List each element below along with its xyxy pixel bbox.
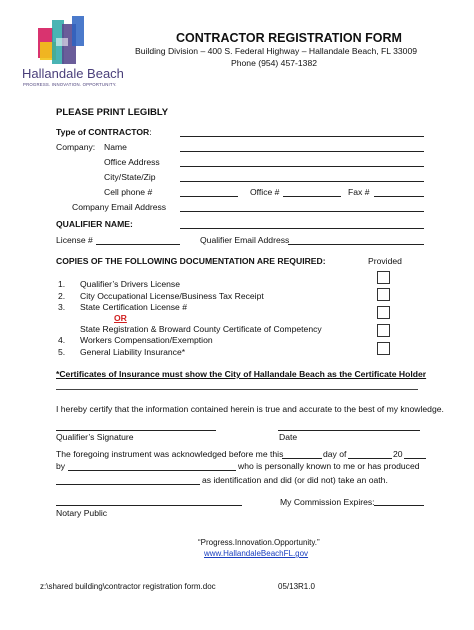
qualifier-signature-label: Qualifier’s Signature [56, 432, 134, 442]
doc-item-4-num: 4. [58, 335, 66, 345]
footer-slogan: “Progress.Innovation.Opportunity.” [198, 538, 320, 547]
qualifier-name-field[interactable] [180, 228, 424, 229]
doc-item-1-text: Qualifier’s Drivers License [80, 279, 180, 289]
company-email-label: Company Email Address [72, 202, 167, 212]
ack-by-field[interactable] [68, 470, 236, 471]
ack-day-of-label: day of [323, 449, 347, 459]
logo-name: Hallandale Beach [22, 66, 124, 81]
doc-item-5-text: General Liability Insurance* [80, 347, 186, 357]
ack-identification-text: as identification and did (or did not) take an oath. [202, 475, 388, 485]
city-state-zip-field[interactable] [180, 181, 424, 182]
notary-public-label: Notary Public [56, 508, 108, 518]
ack-year-field[interactable] [404, 458, 426, 459]
office-phone-label: Office # [250, 187, 280, 197]
license-field[interactable] [96, 244, 180, 245]
fax-field[interactable] [374, 196, 424, 197]
header-address: Building Division – 400 S. Federal Highway – Hallandale Beach, FL 33009 [135, 46, 418, 56]
doc-item-3b-text: State Registration & Broward County Certificate of Competency [80, 324, 322, 334]
ack-day-field[interactable] [282, 458, 322, 459]
form-title: CONTRACTOR REGISTRATION FORM [176, 31, 402, 45]
doc-or-label: OR [114, 313, 127, 323]
provided-checkbox-3[interactable] [377, 306, 390, 319]
date-label: Date [279, 432, 298, 442]
ack-text-1: The foregoing instrument was acknowledged before me this [56, 449, 284, 459]
doc-item-1-num: 1. [58, 279, 66, 289]
company-email-field[interactable] [180, 211, 424, 212]
license-label: License # [56, 235, 93, 245]
commission-expires-field[interactable] [374, 505, 424, 506]
provided-checkbox-2[interactable] [377, 288, 390, 301]
doc-item-5-num: 5. [58, 347, 66, 357]
provided-checkbox-4[interactable] [377, 342, 390, 355]
qualifier-email-field[interactable] [288, 244, 424, 245]
logo-h-mark [22, 16, 102, 68]
contractor-type-label-text: Type of CONTRACTOR [56, 127, 150, 137]
logo-tagline: PROGRESS. INNOVATION. OPPORTUNITY. [23, 82, 117, 87]
ack-known-text: who is personally known to me or has produced [238, 461, 420, 471]
hallandale-logo [22, 16, 124, 92]
identification-field[interactable] [56, 484, 200, 485]
office-address-label: Office Address [104, 157, 160, 167]
footer-revision: 05/13R1.0 [278, 582, 315, 591]
footer-website-link[interactable]: www.HallandaleBeachFL.gov [204, 549, 309, 558]
print-legibly-notice: PLEASE PRINT LEGIBLY [56, 107, 169, 118]
company-name-field[interactable] [180, 151, 424, 152]
fax-label: Fax # [348, 187, 370, 197]
doc-item-4-text: Workers Compensation/Exemption [80, 335, 213, 345]
commission-expires-label: My Commission Expires: [280, 497, 375, 507]
city-state-zip-label: City/State/Zip [104, 172, 156, 182]
insurance-note: *Certificates of Insurance must show the City of Hallandale Beach as the Certificate Holder [56, 369, 427, 379]
documentation-heading: COPIES OF THE FOLLOWING DOCUMENTATION ARE REQUIRED: [56, 256, 326, 266]
ack-year-prefix: 20 [393, 449, 403, 459]
provided-checkbox-1[interactable] [377, 271, 390, 284]
footer-file-path: z:\shared building\contractor registration form.doc [40, 582, 216, 591]
provided-label: Provided [368, 256, 402, 266]
doc-item-3-text: State Certification License # [80, 302, 188, 312]
notary-signature-field[interactable] [56, 505, 242, 506]
header-phone: Phone (954) 457-1382 [231, 58, 318, 68]
certification-statement: I hereby certify that the information contained herein is true and accurate to the best of my knowledge. [56, 404, 444, 414]
contractor-type-label [56, 127, 152, 137]
doc-item-3-num: 3. [58, 302, 66, 312]
date-field[interactable] [278, 430, 420, 431]
doc-item-2-num: 2. [58, 291, 66, 301]
qualifier-email-label: Qualifier Email Address [200, 235, 290, 245]
qualifier-name-label: QUALIFIER NAME: [56, 219, 133, 229]
office-address-field[interactable] [180, 166, 424, 167]
section-divider [56, 389, 418, 390]
qualifier-signature-field[interactable] [56, 430, 216, 431]
provided-checkbox-3b[interactable] [377, 324, 390, 337]
doc-item-2-text: City Occupational License/Business Tax Receipt [80, 291, 264, 301]
cell-phone-field[interactable] [180, 196, 238, 197]
contractor-type-colon: : [149, 127, 152, 137]
ack-by-label: by [56, 461, 66, 471]
office-phone-field[interactable] [283, 196, 341, 197]
cell-phone-label: Cell phone # [104, 187, 153, 197]
ack-month-field[interactable] [348, 458, 392, 459]
contractor-type-field[interactable] [180, 136, 424, 137]
company-name-label: Name [104, 142, 127, 152]
company-label: Company: [56, 142, 96, 152]
